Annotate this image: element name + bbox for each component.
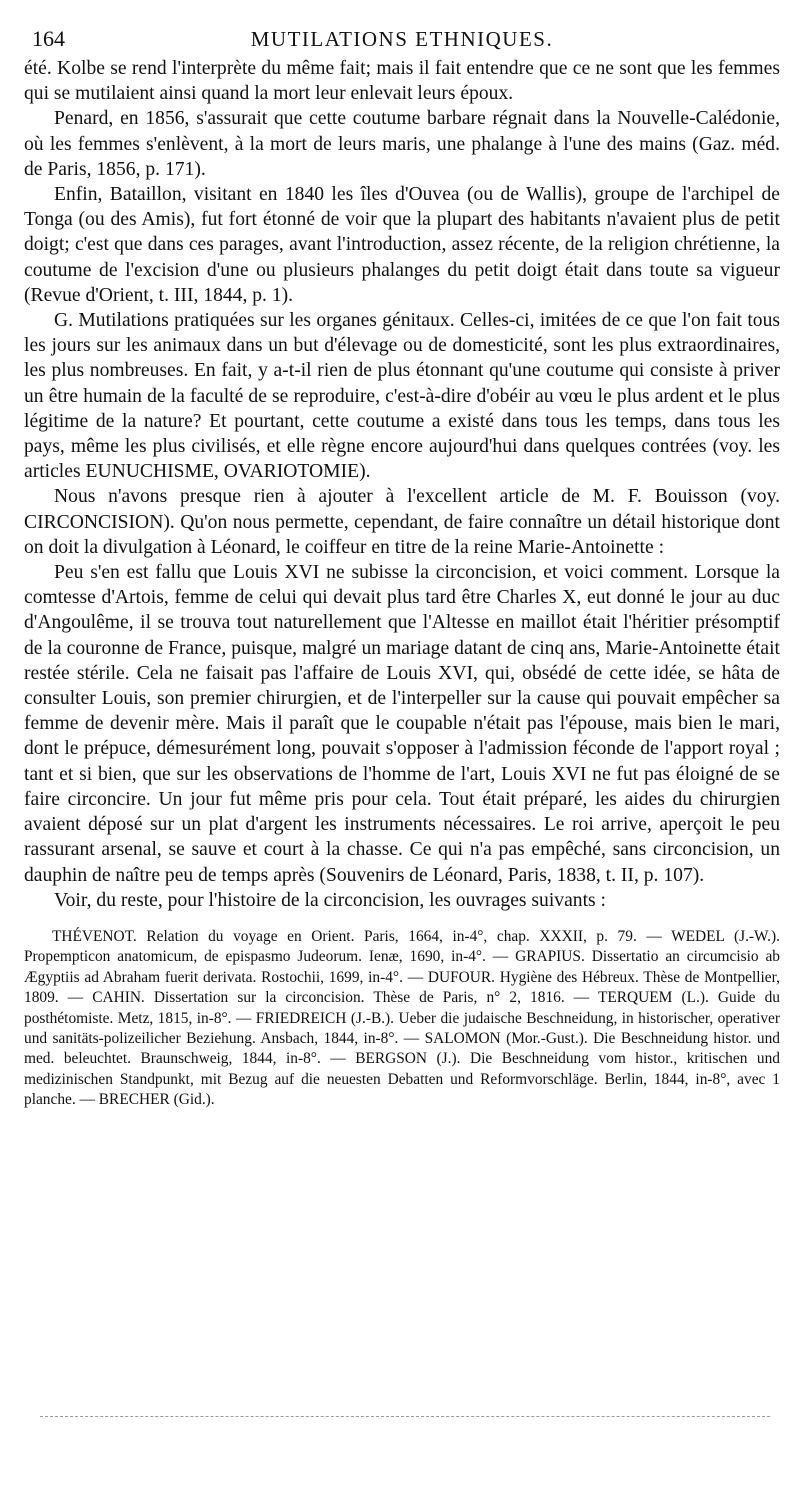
page-header — [24, 22, 780, 56]
footer-rule — [40, 1416, 770, 1417]
book-page — [24, 22, 780, 1472]
paragraph-continuation: été. Kolbe se rend l'interprète du même fait; mais il fait entendre que ce ne sont que les femmes qui se mutilaient ainsi quand la mort leur enlevait leurs époux. — [24, 58, 780, 105]
paragraph-penard: Penard, en 1856, s'assurait que cette coutume barbare régnait dans la Nouvelle-Calédonie, où les femmes s'enlèvent, à la mort de leurs maris, une phalange à l'une des mains (Gaz. méd. de Paris, 1856, p. 171). — [24, 108, 780, 180]
paragraph-bouisson: Nous n'avons presque rien à ajouter à l'excellent article de M. F. Bouisson (voy. CIRCONCISION). Qu'on nous permette, cependant, de faire connaître un détail historique dont on doit la divulgation à Léonard, le coiffeur en titre de la reine Marie-Antoinette : — [24, 486, 780, 558]
main-text — [24, 56, 780, 913]
page-number: 164 — [32, 26, 65, 51]
bibliography — [24, 927, 780, 1111]
paragraph-voir: Voir, du reste, pour l'histoire de la circoncision, les ouvrages suivants : — [54, 889, 606, 911]
paragraph-section-g: G. Mutilations pratiquées sur les organes génitaux. Celles-ci, imitées de ce que l'on fait tous les jours sur les animaux dans un but d'élevage ou de domesticité, sont les plus extraordinaires, les plus nombreuses. En fait, y a-t-il rien de plus étonnant qu'une coutume qui consiste à priver un être humain de la faculté de se reproduire, c'est-à-dire d'obéir au vœu le plus ardent et le plus légitime de la nature? Et pourtant, cette coutume a existé dans tous les temps, dans tous les pays, même les plus civilisés, et elle règne encore aujourd'hui dans quelques contrées (voy. les articles EUNUCHISME, OVARIOTOMIE). — [24, 310, 780, 483]
paragraph-louis-xvi: Peu s'en est fallu que Louis XVI ne subisse la circoncision, et voici comment. Lorsque la comtesse d'Artois, femme de celui qui devait plus tard être Charles X, eut donné le jour au duc d'Angoulême, il se trouva tout naturellement que l'Altesse en maillot était l'héritier présomptif de la couronne de France, puisque, malgré un mariage datant de cinq ans, Marie-Antoinette était restée stérile. Cela ne faisait pas l'affaire de Louis XVI, qui, obsédé de cette idée, se hâta de consulter Louis, son premier chirurgien, et de l'interpeller sur la cause qui pouvait empêcher sa femme de devenir mère. Mais il paraît que le coupable n'était pas l'épouse, mais bien le mari, dont le prépuce, démesurément long, pouvait s'opposer à l'admission féconde de l'apport royal ; tant et si bien, que sur les observations de l'homme de l'art, Louis XVI ne fut pas éloigné de se faire circoncire. Un jour fut même pris pour cela. Tout était préparé, les aides du chirurgien avaient déposé sur un plat d'argent les instruments nécessaires. Le roi arrive, aperçoit le peu rassurant arsenal, se sauve et court à la chasse. Ce qui n'a pas empêché, sans circoncision, un dauphin de naître peu de temps après (Souvenirs de Léonard, Paris, 1838, t. II, p. 107). — [24, 562, 780, 886]
bibliography-text: THÉVENOT. Relation du voyage en Orient. Paris, 1664, in-4°, chap. XXXII, p. 79. — WEDEL (J.-W.). Propempticon anatomicum, de epispasmo Judeorum. Ienæ, 1690, in-4°. — GRAPIUS. Dissertatio an circumcisio ab Ægyptiis ad Abraham fuerit derivata. Rostochii, 1699, in-4°. — DUFOUR. Hygiène des Hébreux. Thèse de Montpellier, 1809. — CAHIN. Dissertation sur la circoncision. Thèse de Paris, n° 2, 1816. — TERQUEM (L.). Guide du posthétomiste. Metz, 1815, in-8°. — FRIEDREICH (J.-B.). Ueber die judaische Beschneidung, in historischer, operativer und sanitäts-polizeilicher Beziehung. Ansbach, 1844, in-8°. — SALOMON (Mor.-Gust.). Die Beschneidung histor. und med. beleuchtet. Braunschweig, 1844, in-8°. — BERGSON (J.). Die Beschneidung vom histor., kritischen und medizinischen Standpunkt, mit Bezug auf die neuesten Debatten und Reformvorschläge. Berlin, 1844, in-8°, avec 1 planche. — BRECHER (Gid.). — [24, 927, 780, 1109]
running-title: MUTILATIONS ETHNIQUES. — [250, 27, 554, 51]
paragraph-bataillon: Enfin, Bataillon, visitant en 1840 les îles d'Ouvea (ou de Wallis), groupe de l'archipel de Tonga (ou des Amis), fut fort étonné de voir que la plupart des habitants n'avaient plus de petit doigt; c'est que dans ces parages, avant l'introduction, assez récente, de la religion chrétienne, la coutume de l'excision d'une ou plusieurs phalanges du petit doigt était dans toute sa vigueur (Revue d'Orient, t. III, 1844, p. 1). — [24, 184, 780, 306]
